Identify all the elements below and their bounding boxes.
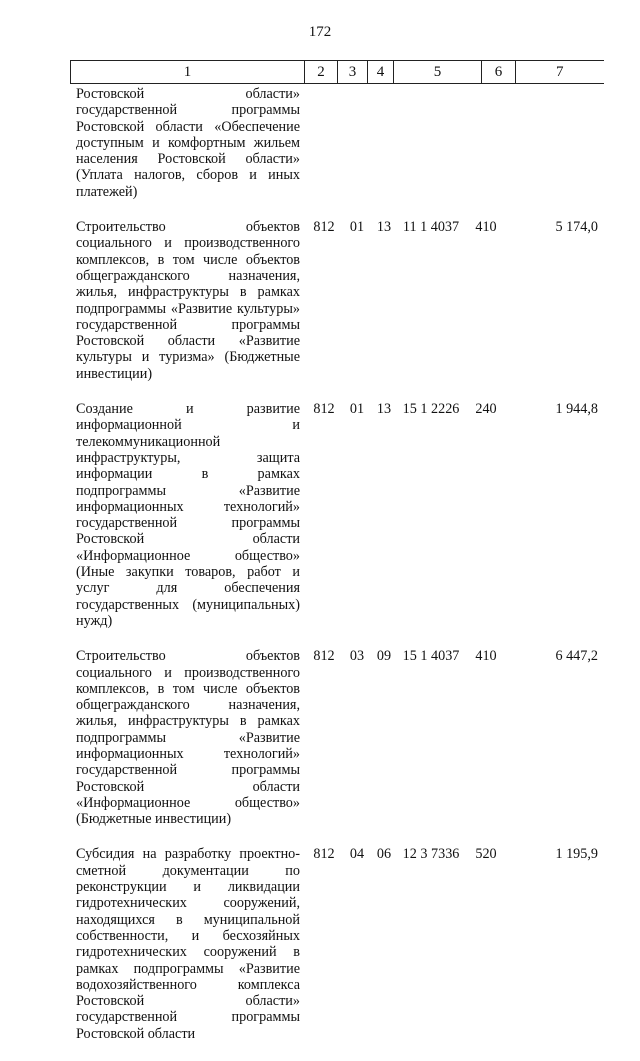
table-row bbox=[76, 648, 604, 827]
column-header-6: 6 bbox=[482, 61, 516, 84]
section-code: 01 bbox=[349, 401, 365, 418]
column-header-1: 1 bbox=[71, 61, 305, 84]
amount: 1 195,9 bbox=[555, 846, 598, 863]
ministry-code: 812 bbox=[313, 219, 335, 236]
table-row bbox=[76, 86, 604, 200]
row-description: Строительство объектов социального и производственного комплексов, в том числе объектов общегражданского назначения, жилья, инфраструктуры в рамках подпрограммы «Развитие культуры» государственной программы Ростовской области «Развитие культуры и туризма» (Бюджетные инвестиции) bbox=[76, 219, 300, 382]
column-header-4: 4 bbox=[368, 61, 394, 84]
ministry-code: 812 bbox=[313, 846, 335, 863]
row-description: Субсидия на разработку проектно-сметной документации по реконструкции и ликвидации гидротехнических сооружений, находящихся в муниципальной собственности, и бесхозяйных гидротехнических сооружений в рамках подпрограммы «Развитие водохозяйственного комплекса Ростовской области» государственной программы Ростовской области bbox=[76, 846, 300, 1042]
target-article-code: 12 3 7336 bbox=[402, 846, 460, 863]
amount: 5 174,0 bbox=[555, 219, 598, 236]
expense-type-code: 410 bbox=[475, 219, 497, 236]
subsection-code: 13 bbox=[376, 219, 392, 236]
subsection-code: 13 bbox=[376, 401, 392, 418]
amount: 6 447,2 bbox=[555, 648, 598, 665]
subsection-code: 06 bbox=[376, 846, 392, 863]
column-header-row bbox=[71, 61, 604, 84]
section-code: 01 bbox=[349, 219, 365, 236]
table-row bbox=[76, 846, 604, 1042]
column-header-table bbox=[70, 60, 604, 84]
target-article-code: 15 1 2226 bbox=[402, 401, 460, 418]
row-description: Создание и развитие информационной и телекоммуникационной инфраструктуры, защита информации в рамках подпрограммы «Развитие информационных технологий» государственной программы Ростовской области «Информационное общество» (Иные закупки товаров, работ и услуг для обеспечения государственных (муниципальных) нужд) bbox=[76, 401, 300, 629]
section-code: 04 bbox=[349, 846, 365, 863]
ministry-code: 812 bbox=[313, 648, 335, 665]
section-code: 03 bbox=[349, 648, 365, 665]
amount: 1 944,8 bbox=[555, 401, 598, 418]
column-header-7: 7 bbox=[516, 61, 604, 84]
subsection-code: 09 bbox=[376, 648, 392, 665]
table-row bbox=[76, 219, 604, 382]
expense-type-code: 520 bbox=[475, 846, 497, 863]
ministry-code: 812 bbox=[313, 401, 335, 418]
page-number: 172 bbox=[308, 24, 332, 40]
target-article-code: 11 1 4037 bbox=[402, 219, 460, 236]
expense-type-code: 410 bbox=[475, 648, 497, 665]
target-article-code: 15 1 4037 bbox=[402, 648, 460, 665]
column-header-2: 2 bbox=[305, 61, 338, 84]
row-description: Строительство объектов социального и производственного комплексов, в том числе объектов общегражданского назначения, жилья, инфраструктуры в рамках подпрограммы «Развитие информационных технологий» государственной программы Ростовской области «Информационное общество» (Бюджетные инвестиции) bbox=[76, 648, 300, 828]
budget-table-body bbox=[76, 86, 604, 1061]
row-description: Ростовской области» государственной программы Ростовской области «Обеспечение доступным и комфортным жильем населения Ростовской области» (Уплата налогов, сборов и иных платежей) bbox=[76, 86, 300, 200]
table-row bbox=[76, 401, 604, 629]
expense-type-code: 240 bbox=[475, 401, 497, 418]
column-header-3: 3 bbox=[338, 61, 368, 84]
column-header-5: 5 bbox=[394, 61, 482, 84]
